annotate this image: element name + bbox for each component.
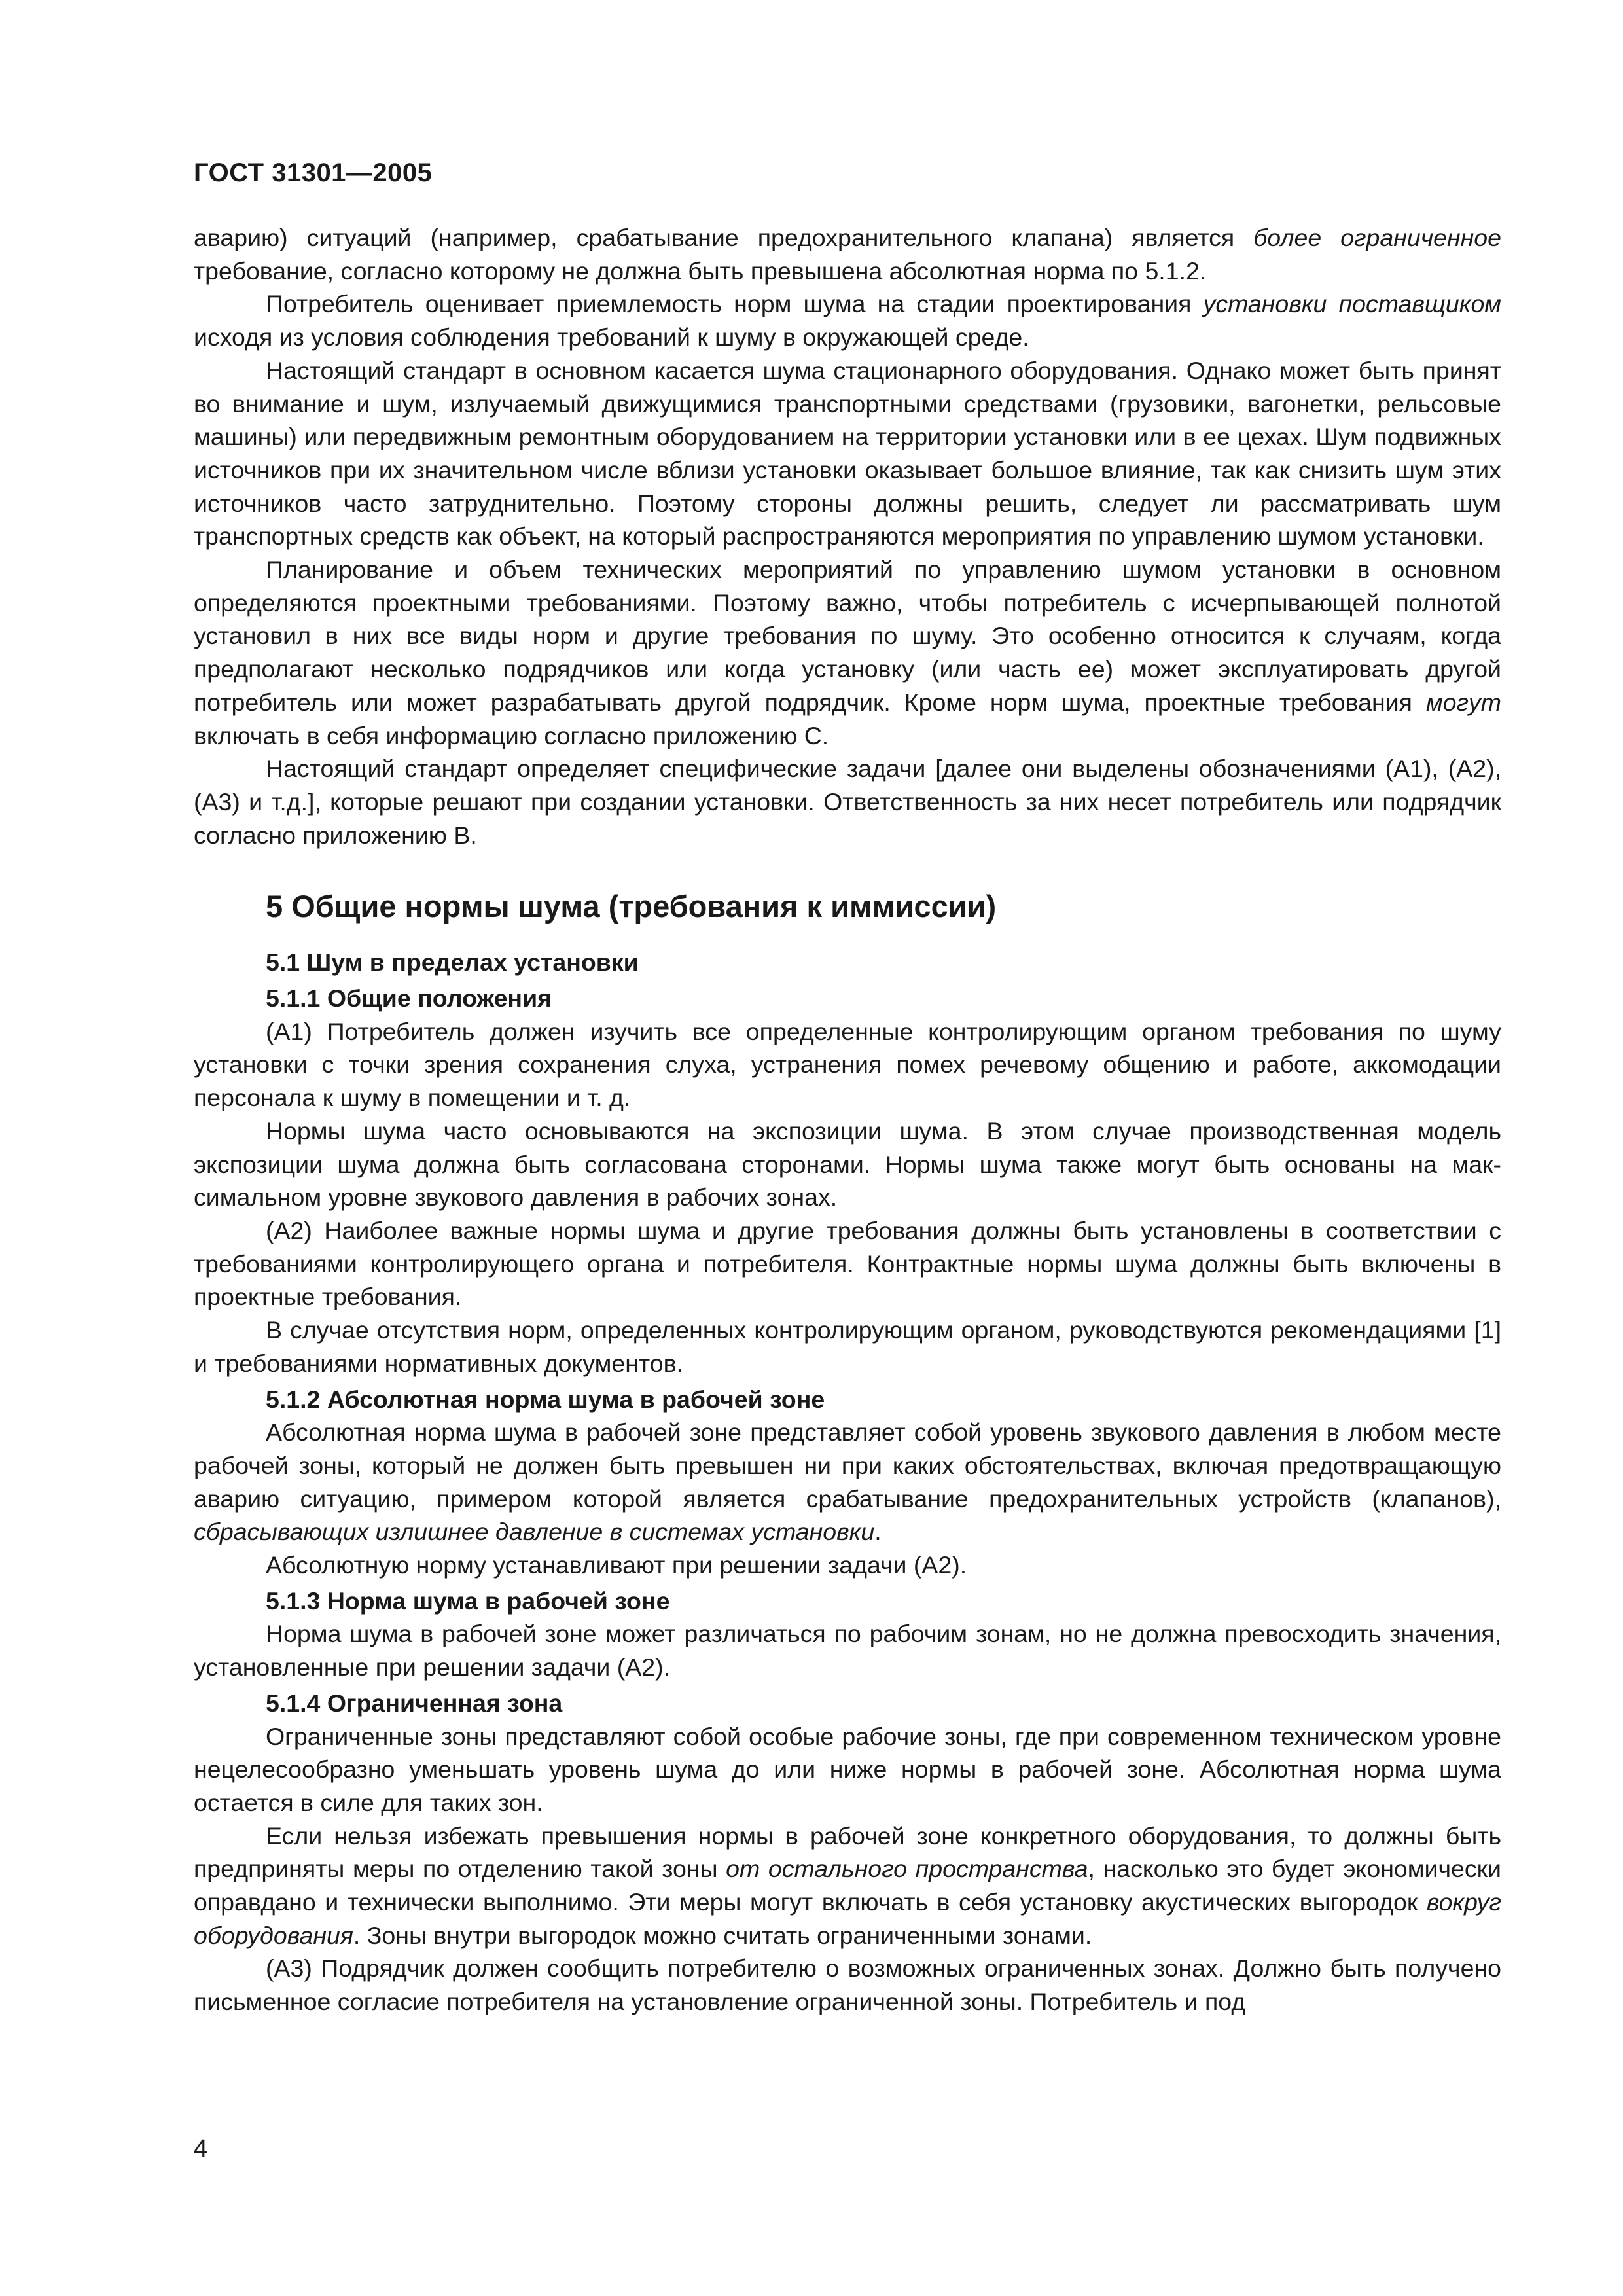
italic-text: от остального пространства (726, 1855, 1088, 1883)
paragraph (194, 1115, 1501, 1214)
section-heading (194, 887, 1501, 926)
paragraph (194, 1617, 1501, 1683)
text-run: (А1) Потребитель должен изучить все определенные контролирующим органом требования по шуму установки с точки зрения сохранения слуха, устранения помех речевому общению и работе, аккомодации персонала к шуму в помещении и т. д. (194, 1017, 1501, 1112)
text-run: исходя из условия соблюдения требований к шуму в окружающей среде. (194, 323, 1029, 351)
text-run: . (874, 1518, 882, 1546)
document-body (194, 221, 1501, 2018)
paragraph (194, 1720, 1501, 1820)
italic-text: установки поставщиком (1203, 290, 1502, 318)
paragraph (194, 1952, 1501, 2018)
text-run: аварию) ситуаций (например, срабатывание предохранительного клапана) является (194, 224, 1254, 251)
clause-heading (194, 1585, 1501, 1618)
text-run: включать в себя информацию согласно приложению С. (194, 721, 829, 749)
text-run: Абсолютную норму устанавливают при решении задачи (А2). (266, 1551, 967, 1579)
paragraph (194, 1416, 1501, 1549)
text-run: (А3) Подрядчик должен сообщить потребителю о возможных ограниченных зонах. Должно быть получено письменное согласие потребителя на установление ограниченной зоны. Потребитель и под (194, 1954, 1501, 2016)
clause-heading (194, 1687, 1501, 1720)
text-run: . Зоны внутри выгородок можно считать ограниченными зонами. (353, 1921, 1092, 1949)
clause-heading (194, 1383, 1501, 1416)
italic-text: более ограниченное (1253, 224, 1501, 251)
text-run: Нормы шума часто основываются на экспозиции шума. В этом случае производственная модель экспозиции шума должна быть согласована сторонами. Нормы шума также могут быть основаны на максимальном уровне звукового давления в рабочих зонах. (194, 1117, 1501, 1211)
paragraph (194, 1549, 1501, 1582)
paragraph (194, 1820, 1501, 1952)
paragraph (194, 553, 1501, 752)
text-run: В случае отсутствия норм, определенных контролирующим органом, руководствуются рекомендациями [1] и требованиями нормативных документов. (194, 1316, 1501, 1377)
paragraph (194, 1214, 1501, 1314)
italic-text: вокруг оборудования (194, 1888, 1501, 1949)
text-run: 5.1.3 Норма шума в рабочей зоне (266, 1587, 670, 1615)
text-run: , насколько это будет экономически оправдано и технически выполнимо. Эти меры могут включать в себя установку акустических выгородок (194, 1855, 1501, 1916)
text-run: 5.1 Шум в пределах установки (266, 948, 639, 977)
text-run: Планирование и объем технических мероприятий по управлению шумом установки в основном определяются проектными требованиями. Поэтому важно, чтобы потребитель с исчерпывающей полнотой установил в них все виды норм и другие требования по шуму. Это особенно относится к случаям, когда предполагают несколько подрядчиков или когда установку (или часть ее) может эксплуатировать другой потребитель или может разрабатывать другой подрядчик. Кроме норм шума, проектные требования (194, 556, 1501, 716)
text-run: 5.1.4 Ограниченная зона (266, 1689, 563, 1717)
text-run: 5.1.2 Абсолютная норма шума в рабочей зоне (266, 1385, 825, 1413)
text-run: Если нельзя избежать превышения нормы в рабочей зоне конкретного оборудования, то должны быть предприняты меры по отделению такой зоны (194, 1821, 1501, 1883)
subsection-heading (194, 946, 1501, 979)
paragraph (194, 221, 1501, 287)
paragraph (194, 752, 1501, 852)
italic-text: могут (1425, 688, 1501, 716)
paragraph (194, 1314, 1501, 1380)
text-run: Норма шума в рабочей зоне может различаться по рабочим зонам, но не должна превосходить значения, установленные при решении задачи (А2). (194, 1620, 1501, 1681)
text-run: требование, согласно которому не должна быть превышена абсолютная норма по 5.1.2. (194, 257, 1207, 285)
text-run: 5.1.1 Общие положения (266, 984, 552, 1013)
text-run: Абсолютная норма шума в рабочей зоне представляет собой уровень звукового давления в любом месте рабочей зоны, который не должен быть превышен ни при каких обстоятельствах, включая предотвращающую аварию ситуацию, примером которой является срабатывание предохранительных устройств (клапанов), (194, 1418, 1501, 1513)
text-run: (А2) Наиболее важные нормы шума и другие требования должны быть установлены в соответствии с требованиями контролирующего органа и потребителя. Контрактные нормы шума должны быть включены в проектные требования. (194, 1216, 1501, 1311)
text-run: 5 Общие нормы шума (требования к иммиссии) (266, 889, 997, 924)
page-number: 4 (194, 2135, 208, 2162)
text-run: Настоящий стандарт в основном касается шума стационарного оборудования. Однако может быть принят во внимание и шум, излучаемый движущимися транспортными средствами (грузовики, вагонетки, рельсовые машины) или передвижным ремонтным оборудованием на территории установки или в ее цехах. Шум подвижных источников при их значительном числе вблизи установки оказывает большое влияние, так как снизить шум этих источников часто затруднительно. Поэтому стороны должны решить, следует ли рассматривать шум транспортных средств как объект, на который распространяются мероприятия по управлению шумом установки. (194, 356, 1501, 550)
document-header: ГОСТ 31301—2005 (194, 158, 433, 187)
paragraph (194, 354, 1501, 553)
text-run: Потребитель оценивает приемлемость норм шума на стадии проектирования (266, 290, 1204, 318)
clause-heading (194, 982, 1501, 1015)
text-run: Ограниченные зоны представляют собой особые рабочие зоны, где при современном техническом уровне нецелесообразно уменьшать уровень шума до или ниже нормы в рабочей зоне. Абсолютная норма шума остается в силе для таких зон. (194, 1722, 1501, 1816)
paragraph (194, 287, 1501, 353)
italic-text: сбрасывающих излишнее давление в системах установки (194, 1518, 875, 1546)
paragraph (194, 1015, 1501, 1115)
text-run: Настоящий стандарт определяет специфические задачи [далее они выделены обозначениями (А1), (А2), (А3) и т.д.], которые решают при создании установки. Ответственность за них несет потребитель или подрядчик согласно приложению В. (194, 755, 1501, 849)
